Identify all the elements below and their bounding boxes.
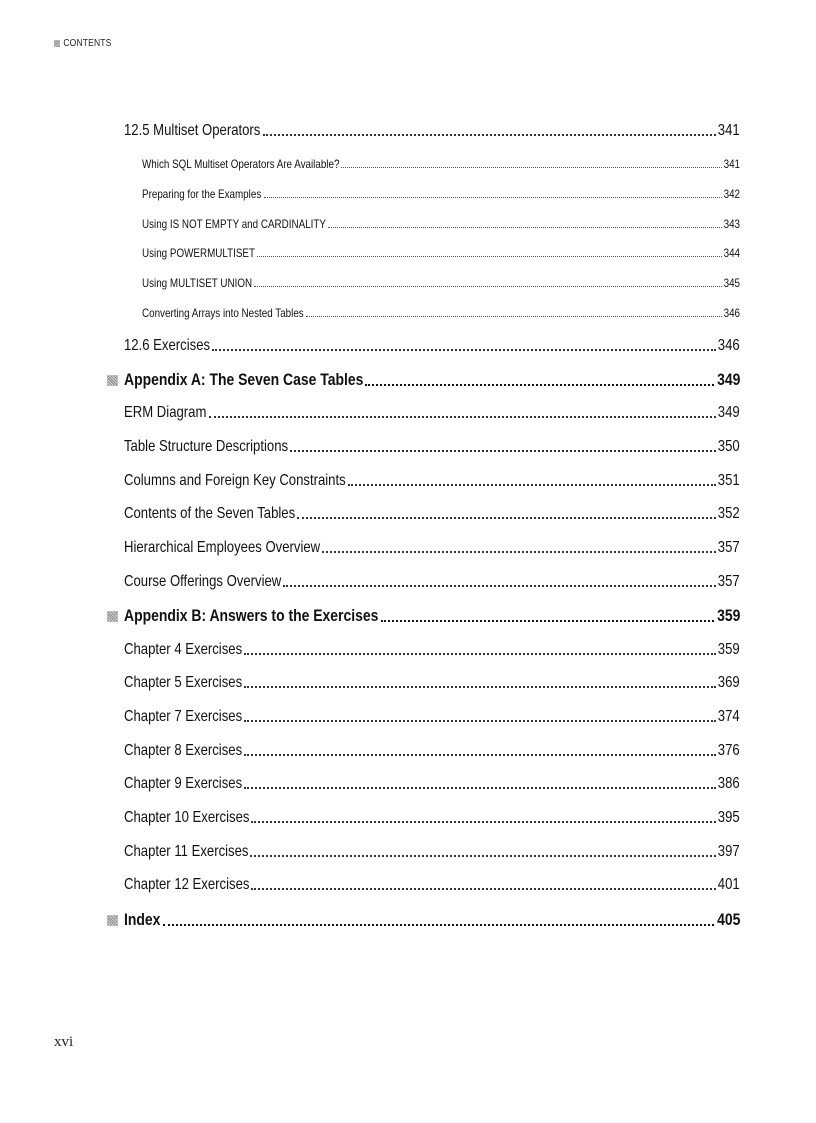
toc-entry[interactable]: [124, 438, 740, 456]
toc-entry-title: Preparing for the Examples: [142, 187, 262, 201]
dot-leader: [244, 720, 716, 722]
dot-leader: [250, 855, 716, 857]
toc-entry[interactable]: [124, 370, 740, 390]
toc-entry[interactable]: [124, 708, 740, 726]
toc-entry[interactable]: [124, 606, 740, 626]
toc-entry-title: Using IS NOT EMPTY and CARDINALITY: [142, 217, 326, 231]
toc-entry[interactable]: [124, 843, 740, 861]
toc-entry-page: 351: [718, 472, 740, 489]
toc-entry[interactable]: [124, 573, 740, 591]
toc-entry-title: Course Offerings Overview: [124, 573, 282, 590]
toc-entry-title: ERM Diagram: [124, 404, 207, 421]
toc-entry-title: Chapter 12 Exercises: [124, 876, 250, 893]
toc-entry[interactable]: [142, 246, 740, 260]
toc-entry-title: Chapter 5 Exercises: [124, 674, 243, 691]
toc-entry-title: Which SQL Multiset Operators Are Available?: [142, 157, 340, 171]
dot-leader: [244, 787, 716, 789]
toc-entry-page: 341: [723, 157, 740, 171]
toc-entry-page: 395: [718, 809, 740, 826]
toc-entry-page: 349: [718, 404, 740, 421]
toc-entry-page: 405: [716, 910, 740, 929]
toc-entry-title: Chapter 7 Exercises: [124, 708, 243, 725]
square-bullet-icon: [107, 611, 118, 622]
toc-entry-page: 342: [723, 187, 740, 201]
dot-leader: [251, 821, 716, 823]
toc-entry[interactable]: [124, 337, 740, 355]
toc-entry-page: 374: [718, 708, 740, 725]
running-head-text: CONTENTS: [63, 38, 112, 49]
toc-entry[interactable]: [124, 876, 740, 894]
toc-entry[interactable]: [142, 306, 740, 320]
dot-leader: [341, 167, 721, 168]
toc-entry[interactable]: [124, 809, 740, 827]
toc-entry-page: 349: [716, 370, 740, 389]
toc-entry-page: 397: [718, 843, 740, 860]
dot-leader: [163, 924, 715, 926]
toc-entry-title: Chapter 8 Exercises: [124, 742, 243, 759]
square-bullet-icon: [107, 375, 118, 386]
toc-entry[interactable]: [124, 505, 740, 523]
toc-entry-page: 345: [723, 276, 740, 290]
toc-entry-page: 386: [718, 775, 740, 792]
dot-leader: [365, 384, 714, 386]
toc-entry-page: 359: [716, 606, 740, 625]
toc-entry[interactable]: [124, 775, 740, 793]
dot-leader: [283, 585, 716, 587]
toc-entry-title: Table Structure Descriptions: [124, 438, 289, 455]
toc-entry-page: 341: [718, 122, 740, 139]
toc-entry[interactable]: [124, 472, 740, 490]
toc-entry-page: 357: [718, 539, 740, 556]
dot-leader: [264, 197, 722, 198]
toc-entry-page: 359: [718, 641, 740, 658]
dot-leader: [251, 888, 716, 890]
toc-entry-page: 376: [718, 742, 740, 759]
square-bullet-icon: [107, 915, 118, 926]
toc-entry-page: 357: [718, 573, 740, 590]
toc-entry-page: 346: [723, 306, 740, 320]
toc-entry[interactable]: [124, 674, 740, 692]
toc-entry[interactable]: [142, 187, 740, 201]
dot-leader: [209, 416, 717, 418]
dot-leader: [244, 754, 716, 756]
page-number: xvi: [54, 1034, 74, 1050]
dot-leader: [254, 286, 721, 287]
dot-leader: [328, 227, 721, 228]
dot-leader: [290, 450, 716, 452]
toc-entry-title: Chapter 9 Exercises: [124, 775, 243, 792]
toc-entry-page: 369: [718, 674, 740, 691]
toc-entry[interactable]: [142, 276, 740, 290]
dot-leader: [306, 316, 722, 317]
toc-entry[interactable]: [142, 217, 740, 231]
toc-entry-title: Chapter 10 Exercises: [124, 809, 250, 826]
toc-entry-page: 350: [718, 438, 740, 455]
dot-leader: [348, 484, 716, 486]
toc-entry-title: Converting Arrays into Nested Tables: [142, 306, 304, 320]
dot-leader: [257, 256, 722, 257]
toc-entry-title: Chapter 4 Exercises: [124, 641, 243, 658]
toc-entry[interactable]: [124, 742, 740, 760]
toc-entry[interactable]: [124, 404, 740, 422]
toc-entry-page: 401: [718, 876, 740, 893]
dot-leader: [212, 349, 716, 351]
dot-leader: [263, 134, 717, 136]
toc-entry-title: Chapter 11 Exercises: [124, 843, 249, 860]
toc-entry-title: Using POWERMULTISET: [142, 246, 255, 260]
toc-entry-title: Columns and Foreign Key Constraints: [124, 472, 346, 489]
toc-entry-title: Index: [124, 910, 161, 929]
toc-entry-title: Appendix B: Answers to the Exercises: [124, 606, 379, 625]
toc-entry-title: 12.5 Multiset Operators: [124, 122, 261, 139]
toc-entry-title: Using MULTISET UNION: [142, 276, 253, 290]
toc-entry-page: 346: [718, 337, 740, 354]
dot-leader: [244, 653, 716, 655]
toc-entry[interactable]: [124, 122, 740, 140]
toc-entry[interactable]: [124, 910, 740, 930]
toc-entry-title: 12.6 Exercises: [124, 337, 211, 354]
toc-entry[interactable]: [124, 641, 740, 659]
toc-entry[interactable]: [142, 157, 740, 171]
toc-entry[interactable]: [124, 539, 740, 557]
dot-leader: [297, 517, 716, 519]
toc-entry-title: Contents of the Seven Tables: [124, 505, 296, 522]
toc-entry-page: 343: [723, 217, 740, 231]
square-bullet-icon: [54, 40, 60, 47]
dot-leader: [322, 551, 716, 553]
dot-leader: [244, 686, 716, 688]
toc-entry-page: 344: [723, 246, 740, 260]
toc-entry-page: 352: [718, 505, 740, 522]
running-head: [54, 38, 111, 49]
toc-entry-title: Appendix A: The Seven Case Tables: [124, 370, 364, 389]
toc-entry-title: Hierarchical Employees Overview: [124, 539, 321, 556]
dot-leader: [381, 620, 715, 622]
